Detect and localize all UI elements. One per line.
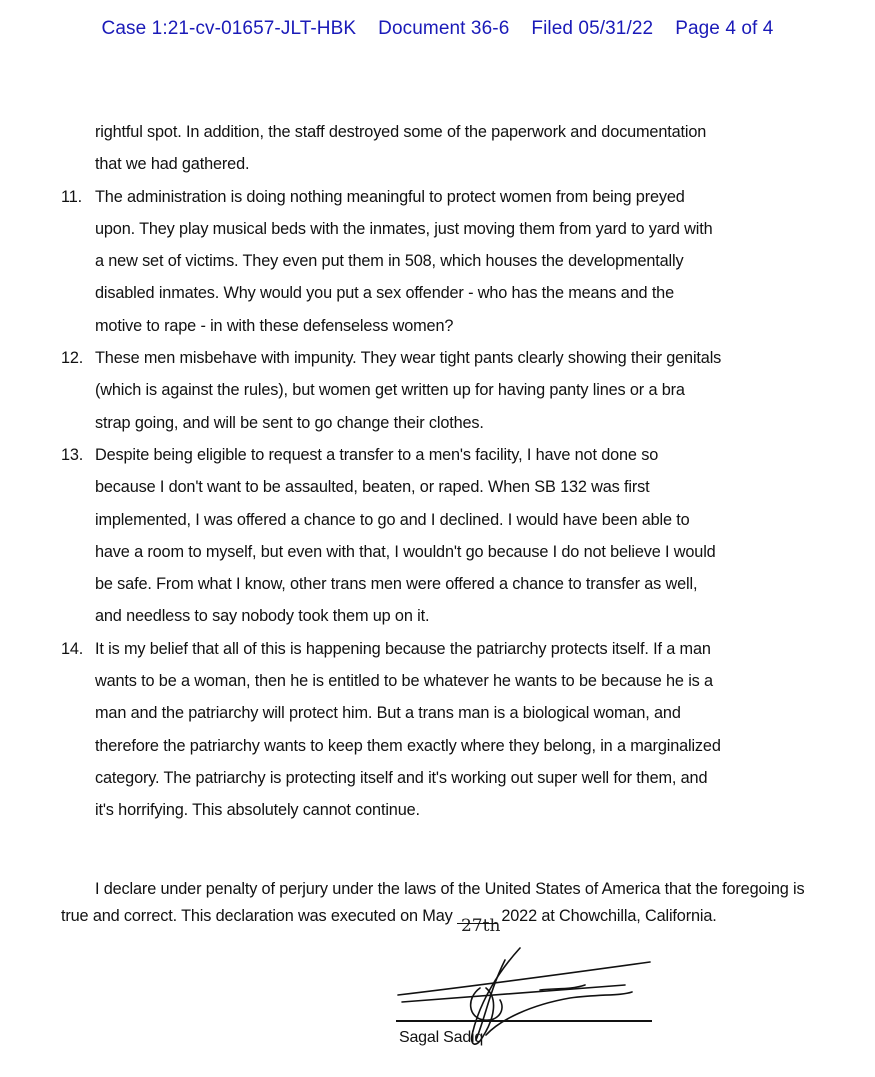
case-header	[0, 18, 875, 40]
text-line: disabled inmates. Why would you put a sex offender - who has the means and the	[95, 284, 674, 303]
text-line: implemented, I was offered a chance to go and I declined. I would have been able to	[95, 510, 690, 529]
text-line: (which is against the rules), but women get written up for having panty lines or a bra	[95, 381, 685, 400]
handwritten-day: 27th	[460, 916, 501, 936]
declaration-text-end: 2022 at Chowchilla, California.	[501, 907, 717, 925]
signature-block	[380, 940, 680, 1065]
numbered-item-12	[61, 342, 826, 439]
item-number: 13.	[61, 445, 84, 464]
text-line: rightful spot. In addition, the staff destroyed some of the paperwork and documentation	[95, 123, 707, 141]
item-text	[95, 439, 826, 633]
text-line: motive to rape - in with these defenseless women?	[95, 316, 454, 335]
numbered-item-11	[61, 181, 826, 342]
text-line: wants to be a woman, then he is entitled to be whatever he wants to be because he is a	[95, 672, 713, 691]
declaration-text: I declare under penalty of perjury under the laws of the United States of America that the foregoing is true and correct. This declaration was executed on May	[61, 880, 805, 925]
document-body	[61, 116, 826, 827]
continued-paragraph	[61, 116, 826, 181]
numbered-item-13	[61, 439, 826, 633]
date-underline	[457, 923, 497, 924]
text-line: man and the patriarchy will protect him. But a trans man is a biological woman, and	[95, 704, 681, 723]
filed-date: Filed 05/31/22	[531, 18, 654, 39]
numbered-item-14	[61, 633, 826, 827]
text-line: upon. They play musical beds with the inmates, just moving them from yard to yard with	[95, 219, 713, 238]
text-line: it's horrifying. This absolutely cannot continue.	[95, 801, 420, 820]
item-number: 11.	[61, 187, 82, 206]
text-line: The administration is doing nothing meaningful to protect women from being preyed	[95, 187, 685, 206]
text-line: therefore the patriarchy wants to keep them exactly where they belong, in a marginalized	[95, 736, 721, 755]
text-line: a new set of victims. They even put them in 508, which houses the developmentally	[95, 252, 684, 271]
text-line: category. The patriarchy is protecting itself and it's working out super well for them, and	[95, 768, 708, 787]
text-line: These men misbehave with impunity. They wear tight pants clearly showing their genitals	[95, 349, 722, 368]
item-number: 12.	[61, 349, 84, 368]
item-number: 14.	[61, 639, 84, 658]
case-number: Case 1:21-cv-01657-JLT-HBK	[101, 18, 357, 39]
signer-name: Sagal Sadiq	[399, 1029, 484, 1046]
text-line: because I don't want to be assaulted, beaten, or raped. When SB 132 was first	[95, 478, 650, 497]
perjury-declaration	[61, 876, 831, 936]
text-line: that we had gathered.	[95, 155, 250, 174]
page-number: Page 4 of 4	[675, 18, 774, 39]
signature-line	[396, 1020, 652, 1022]
item-text	[95, 181, 826, 342]
text-line: It is my belief that all of this is happening because the patriarchy protects itself. If a man	[95, 639, 711, 658]
item-text	[95, 633, 826, 827]
text-line: and needless to say nobody took them up on it.	[95, 607, 430, 626]
item-text	[95, 342, 826, 439]
text-line: Despite being eligible to request a transfer to a men's facility, I have not done so	[95, 445, 659, 464]
document-number: Document 36-6	[378, 18, 510, 39]
text-line: strap going, and will be sent to go change their clothes.	[95, 413, 484, 432]
text-line: have a room to myself, but even with that, I wouldn't go because I do not believe I would	[95, 542, 716, 561]
text-line: be safe. From what I know, other trans men were offered a chance to transfer as well,	[95, 575, 698, 594]
